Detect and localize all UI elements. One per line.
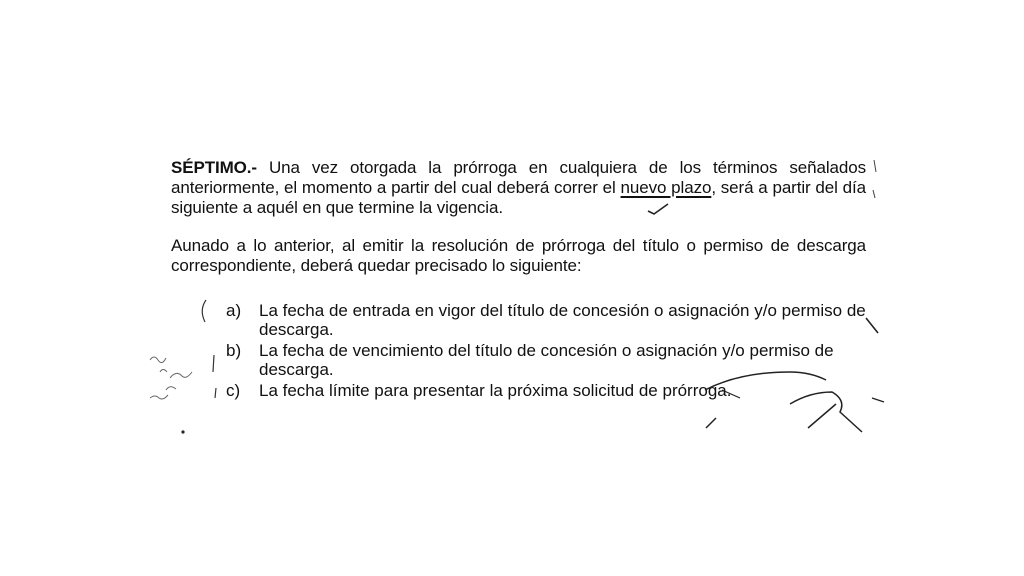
left-scribble xyxy=(150,357,192,399)
paragraph-aunado: Aunado a lo anterior, al emitir la resolución de prórroga del título o permiso de descarga correspondiente, deberá quedar precisado lo siguiente: xyxy=(171,236,866,275)
margin-tick xyxy=(873,190,875,198)
paragraph-text-before: Una vez otorgada la prórroga en cualquiera de los términos señalados anteriormente, el momento a partir del cual deberá correr el xyxy=(171,158,866,197)
list-item xyxy=(226,341,876,379)
list-item-text: La fecha de entrada en vigor del título de concesión o asignación y/o permiso de descarga. xyxy=(259,301,866,339)
list-item-text: La fecha de vencimiento del título de concesión o asignación y/o permiso de descarga. xyxy=(259,341,834,379)
margin-tick xyxy=(874,160,876,172)
left-bracket xyxy=(202,300,206,322)
section-heading: SÉPTIMO.- xyxy=(171,158,257,177)
list-marker: b) xyxy=(226,341,242,360)
underlined-phrase: nuevo plazo xyxy=(620,178,712,197)
list-item xyxy=(226,301,876,339)
requirements-list xyxy=(226,301,876,402)
list-marker: a) xyxy=(226,301,242,320)
dot-mark xyxy=(181,430,184,433)
list-marker: c) xyxy=(226,381,241,400)
list-item xyxy=(226,381,876,400)
paragraph-text-after: , será a partir del día siguiente a aquél en que termine la vigencia. xyxy=(171,178,866,217)
left-bracket xyxy=(213,355,214,372)
list-item-text: La fecha límite para presentar la próxima solicitud de prórroga. xyxy=(259,381,732,400)
left-bracket xyxy=(215,388,216,398)
paragraph-septimo xyxy=(171,158,866,218)
